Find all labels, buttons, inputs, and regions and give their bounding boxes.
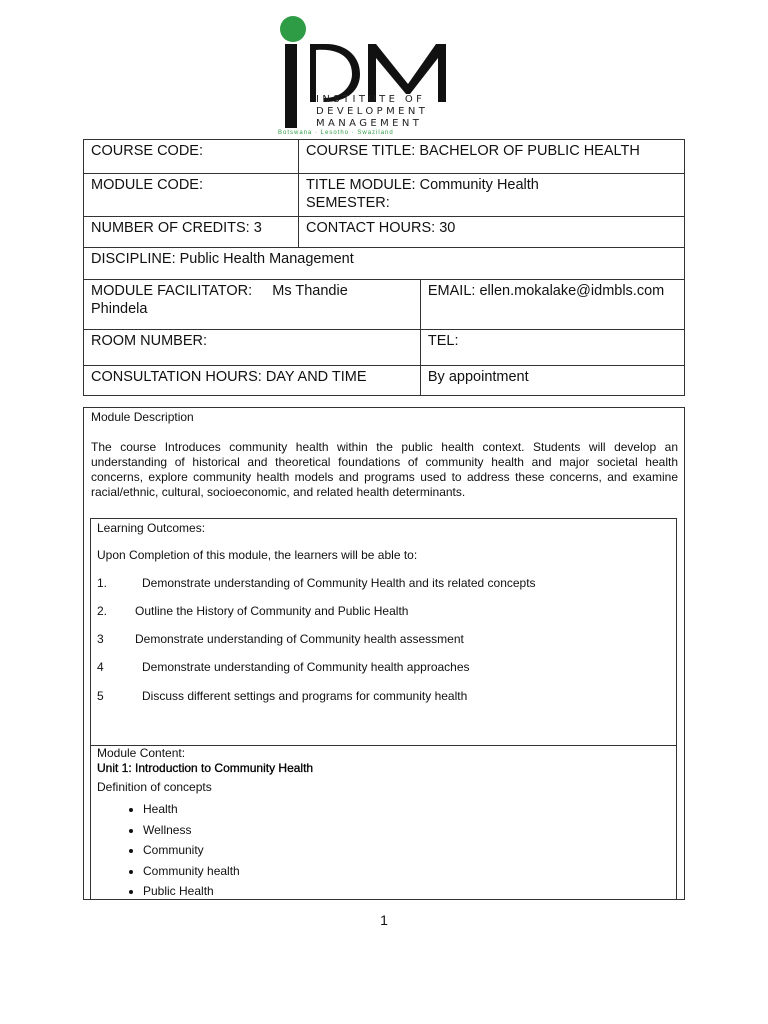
concepts-list: [119, 799, 240, 902]
outcome-text: Discuss different settings and programs for community health: [142, 689, 468, 703]
outcome-text: Demonstrate understanding of Community health assessment: [135, 632, 464, 646]
consultation-value-cell: By appointment: [420, 366, 684, 396]
list-item: • Community: [143, 840, 240, 861]
module-description-text: The course Introduces community health within the public health context. Students will develop an understanding of historical and theoretical foundations of community health and major societal health concerns, explore community health models and programs used to address these concerns, and examine racial/ethnic, cultural, socioeconomic, and related health determinants.: [91, 440, 678, 499]
definition-of-concepts: Definition of concepts: [97, 780, 212, 794]
course-code-cell: COURSE CODE:: [84, 140, 299, 174]
logo-line-3: MANAGEMENT: [316, 118, 423, 129]
consultation-hours-cell: CONSULTATION HOURS: DAY AND TIME: [84, 366, 421, 396]
email-cell: EMAIL: ellen.mokalake@idmbls.com: [420, 280, 684, 330]
logo-line-2: DEVELOPMENT: [316, 106, 429, 117]
outcome-text: Demonstrate understanding of Community health approaches: [142, 660, 470, 674]
outcome-number: 2.: [97, 604, 108, 618]
learning-outcomes-title: Learning Outcomes:: [97, 521, 206, 535]
contact-hours-cell: CONTACT HOURS: 30: [299, 217, 685, 248]
outcome-number: 1.: [97, 576, 108, 590]
idm-logo: [276, 14, 456, 138]
module-code-cell: MODULE CODE:: [84, 174, 299, 217]
facilitator-line-1: MODULE FACILITATOR: Ms Thandie: [91, 283, 348, 299]
module-content-title: Module Content:: [97, 746, 186, 760]
course-title-cell: COURSE TITLE: BACHELOR OF PUBLIC HEALTH: [299, 140, 685, 174]
facilitator-cell: [84, 280, 421, 330]
module-description-box: [83, 407, 685, 900]
credits-cell: NUMBER OF CREDITS: 3: [84, 217, 299, 248]
outcomes-content-box: [90, 518, 677, 900]
room-number-cell: ROOM NUMBER:: [84, 330, 421, 366]
course-info-table: [83, 139, 685, 396]
list-item: • Wellness: [143, 820, 240, 841]
module-description-title: Module Description: [91, 410, 194, 424]
outcome-text: Demonstrate understanding of Community Health and its related concepts: [142, 576, 536, 590]
learning-outcomes-intro: Upon Completion of this module, the learners will be able to:: [97, 548, 418, 562]
page-number: 1: [380, 912, 388, 928]
list-item: • Health: [143, 799, 240, 820]
unit-1-heading: Unit 1: Introduction to Community Health: [97, 761, 314, 775]
list-item: • Public Health: [143, 881, 240, 902]
title-module-cell: [299, 174, 685, 217]
logo-countries: Botswana · Lesotho · Swaziland: [278, 130, 394, 136]
logo-line-1: INSTITUTE OF: [316, 94, 426, 105]
title-module-text: TITLE MODULE: Community Health: [306, 177, 539, 193]
facilitator-line-2: Phindela: [91, 301, 148, 317]
tel-cell: TEL:: [420, 330, 684, 366]
outcome-text: Outline the History of Community and Public Health: [135, 604, 409, 618]
semester-text: SEMESTER:: [306, 195, 390, 211]
outcome-number: 3: [97, 632, 104, 646]
outcome-number: 5: [97, 689, 104, 703]
logo-green-dot: [280, 16, 306, 42]
list-item: • Community health: [143, 861, 240, 882]
discipline-cell: DISCIPLINE: Public Health Management: [84, 248, 685, 280]
outcome-number: 4: [97, 660, 104, 674]
